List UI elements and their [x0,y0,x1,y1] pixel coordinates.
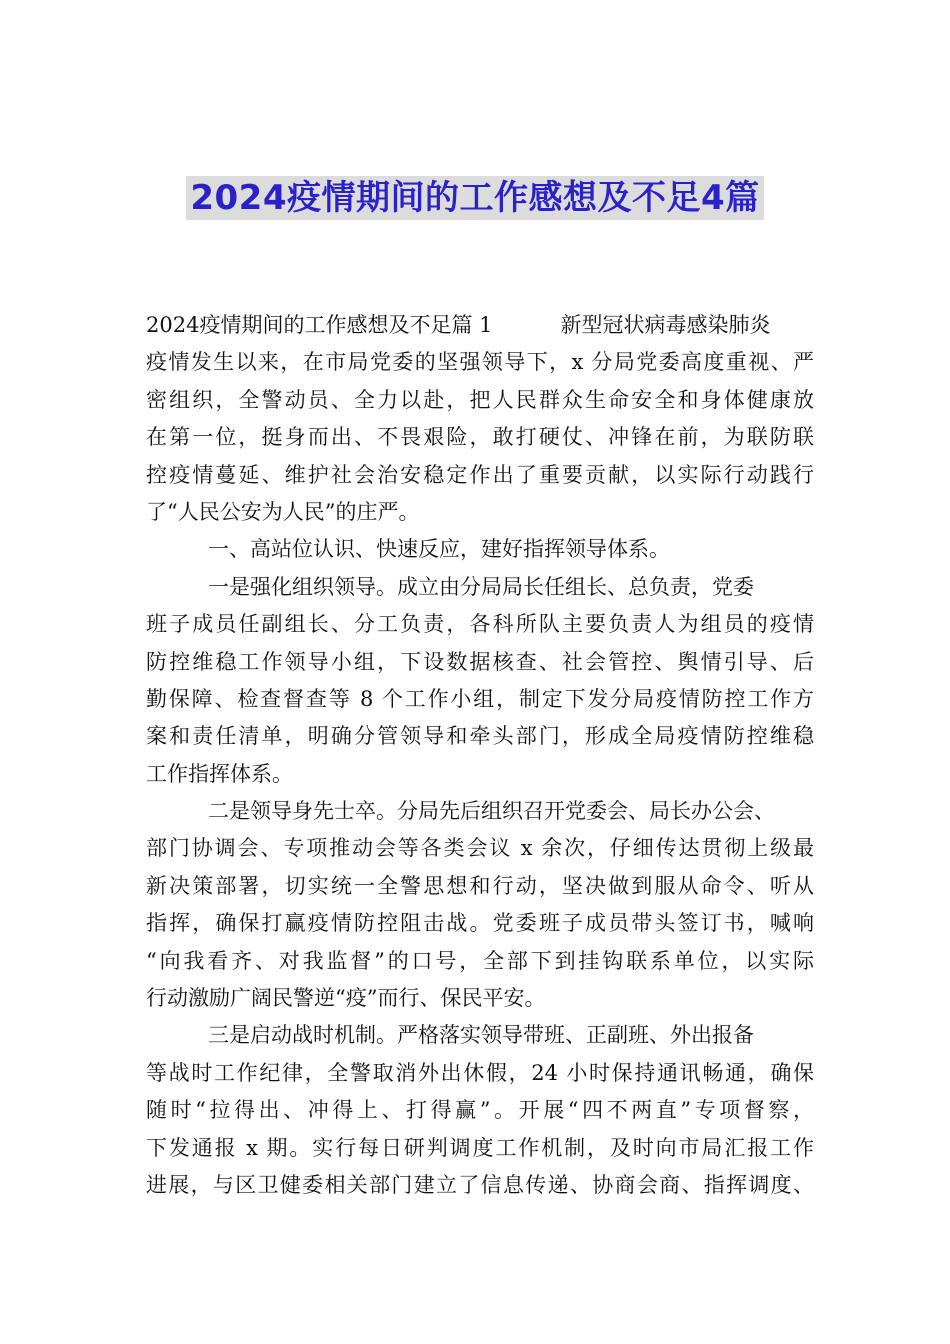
body-line [146,307,814,344]
section-heading: 一、高站位认识、快速反应，建好指挥领导体系。 [208,537,670,562]
body-line: 在第一位，挺身而出、不畏艰险，敢打硬仗、冲锋在前，为联防联 [146,425,814,450]
body-line: 新决策部署，切实统一全警思想和行动，坚决做到服从命令、听从 [146,873,814,898]
body-line: 指挥，确保打赢疫情防控阻击战。党委班子成员带头签订书，喊响 [146,911,814,936]
body-line: 密组织，全警动员、全力以赴，把人民群众生命安全和身体健康放 [146,387,814,412]
title-container [0,176,950,220]
body-line: 进展，与区卫健委相关部门建立了信息传递、协商会商、指挥调度、 [146,1172,814,1197]
document-body [146,307,814,1204]
body-line: 随时“拉得出、冲得上、打得赢”。开展“四不两直”专项督察， [146,1098,814,1123]
body-line: 下发通报 x 期。实行每日研判调度工作机制，及时向市局汇报工作 [146,1135,814,1160]
body-line: 疫情发生以来，在市局党委的坚强领导下，x 分局党委高度重视、严 [146,350,814,375]
document-title: 2024疫情期间的工作感想及不足4篇 [186,176,763,220]
body-line: 工作指挥体系。 [146,761,293,786]
body-line: 等战时工作纪律，全警取消外出休假，24 小时保持通讯畅通，确保 [146,1060,814,1085]
body-line: 防控维稳工作领导小组，下设数据核查、社会管控、舆情引导、后 [146,649,814,674]
body-text: 新型冠状病毒感染肺炎 [560,313,771,337]
body-line: 勤保障、检查督查等 8 个工作小组，制定下发分局疫情防控工作方 [146,686,814,711]
body-line: 行动激励广阔民警逆“疫”而行、保民平安。 [146,986,546,1011]
body-line: 一是强化组织领导。成立由分局局长任组长、总负责，党委 [208,574,754,599]
body-line: “向我看齐、对我监督”的口号，全部下到挂钩联系单位，以实际 [146,948,814,973]
body-line: 案和责任清单，明确分管领导和牵头部门，形成全局疫情防控维稳 [146,724,814,749]
body-line: 三是启动战时机制。严格落实领导带班、正副班、外出报备 [208,1023,754,1048]
body-line: 班子成员任副组长、分工负责，各科所队主要负责人为组员的疫情 [146,612,814,637]
body-line: 控疫情蔓延、维护社会治安稳定作出了重要贡献，以实际行动践行 [146,462,814,487]
body-line: 二是领导身先士卒。分局先后组织召开党委会、局长办公会、 [208,799,775,824]
body-line: 部门协调会、专项推动会等各类会议 x 余次，仔细传达贯彻上级最 [146,836,814,861]
section-heading: 2024疫情期间的工作感想及不足篇 1 [146,313,493,337]
body-line: 了“人民公安为人民”的庄严。 [146,499,420,524]
